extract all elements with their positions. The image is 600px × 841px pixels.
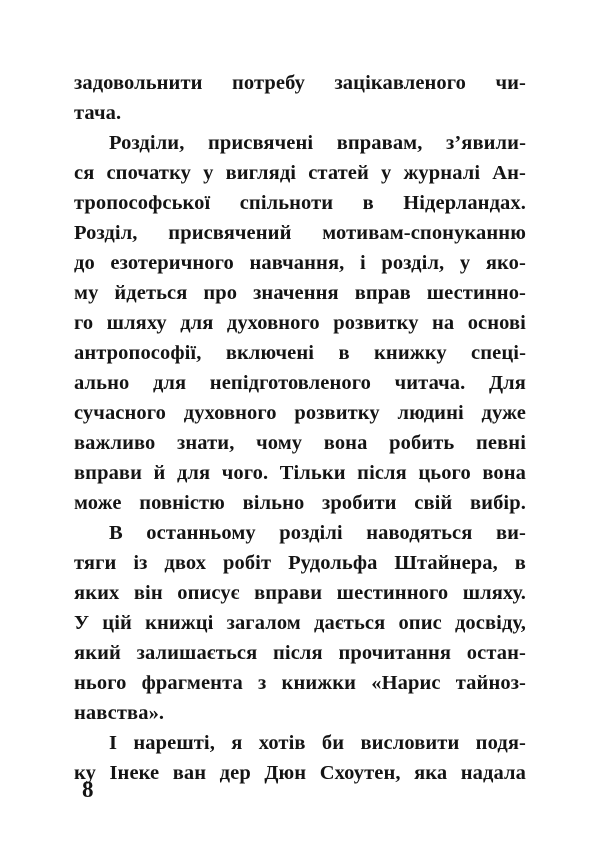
text-word: духовного: [183, 402, 277, 424]
text-word: двох: [164, 552, 207, 574]
text-word: йдеться: [114, 282, 188, 304]
text-word: Нідерландах.: [403, 192, 526, 214]
text-word: на: [432, 312, 455, 334]
text-line: [74, 308, 526, 338]
text-line: [74, 398, 526, 428]
text-word: з’явили-: [446, 132, 526, 154]
text-word: журналі: [403, 162, 481, 184]
text-word: включені: [225, 342, 315, 364]
text-word: тропософської: [74, 192, 211, 214]
text-word: чого.: [221, 462, 269, 484]
text-word: робить: [389, 432, 455, 454]
text-word: задовольнити: [74, 72, 203, 94]
text-word: розвитку: [333, 312, 419, 334]
text-line: [74, 608, 526, 638]
text-word: залишається: [136, 642, 258, 664]
body-text: [74, 68, 526, 788]
text-word: І: [109, 732, 118, 754]
text-line: [74, 578, 526, 608]
text-word: свій: [414, 492, 453, 514]
text-word: наводяться: [366, 522, 473, 544]
text-word: й: [153, 462, 166, 484]
text-word: після: [273, 642, 323, 664]
text-word: спільноти: [239, 192, 334, 214]
text-word: ви-: [495, 522, 526, 544]
text-word: ся: [74, 162, 95, 184]
text-word: у: [381, 162, 392, 184]
text-word: вигляді: [225, 162, 297, 184]
text-word: цього: [418, 462, 471, 484]
text-word: в: [514, 552, 526, 574]
text-word: Тільки: [279, 462, 346, 484]
text-word: книжці: [145, 612, 214, 634]
text-line: [74, 128, 526, 158]
text-word: розвитку: [294, 402, 380, 424]
text-word: антропософії,: [74, 342, 202, 364]
text-word: певні: [476, 432, 526, 454]
text-word: зробити: [322, 492, 397, 514]
text-word: подя-: [475, 732, 526, 754]
text-word: у: [459, 252, 471, 274]
text-word: вправи: [254, 582, 323, 604]
text-word: ван: [172, 762, 207, 784]
text-word: Розділи,: [109, 132, 185, 154]
text-word: спочатку: [106, 162, 192, 184]
text-word: я: [231, 732, 243, 754]
text-line: [74, 188, 526, 218]
page-number: 8: [82, 777, 94, 802]
text-word: духовного: [226, 312, 320, 334]
text-word: прочитання: [338, 642, 452, 664]
text-word: вправ: [354, 282, 411, 304]
text-line: [74, 698, 526, 728]
text-word: мотивам-спонуканню: [322, 222, 526, 244]
text-word: присвячений: [168, 222, 292, 244]
text-line: [74, 668, 526, 698]
text-word: для: [176, 462, 211, 484]
text-word: статей: [308, 162, 369, 184]
text-word: важливо: [74, 432, 156, 454]
text-word: опис: [398, 612, 442, 634]
text-line: [74, 758, 526, 788]
text-word: зацікавленого: [334, 72, 467, 94]
text-word: непідготовленого: [209, 372, 372, 394]
text-word: Інеке: [109, 762, 160, 784]
text-word: вправи: [74, 462, 143, 484]
text-word: описує: [177, 582, 240, 604]
text-word: вибір.: [469, 492, 526, 514]
text-word: читача.: [394, 372, 466, 394]
text-word: Рудольфа: [288, 552, 378, 574]
text-word: чи-: [495, 72, 526, 94]
text-word: спеці-: [471, 342, 526, 364]
text-word: надала: [460, 762, 526, 784]
text-word: хотів: [258, 732, 306, 754]
text-line: [74, 638, 526, 668]
text-word: яких: [74, 582, 120, 604]
text-word: фрагмента: [141, 672, 243, 694]
text-word: У: [74, 612, 90, 634]
text-word: сучасного: [74, 402, 166, 424]
text-word: ку: [74, 762, 96, 784]
text-word: знати,: [177, 432, 235, 454]
text-word: тача.: [74, 102, 122, 124]
text-line: [74, 428, 526, 458]
text-word: висловити: [360, 732, 460, 754]
text-word: може: [74, 492, 122, 514]
text-line: [74, 368, 526, 398]
text-word: після: [357, 462, 407, 484]
text-word: з: [258, 672, 267, 694]
text-word: шляху.: [462, 582, 526, 604]
text-word: який: [74, 642, 121, 664]
text-word: книжки: [281, 672, 357, 694]
text-word: розділі: [279, 522, 343, 544]
text-word: го: [74, 312, 94, 334]
text-word: ально: [74, 372, 130, 394]
text-word: дуже: [481, 402, 526, 424]
text-line: [74, 158, 526, 188]
text-word: останньому: [146, 522, 256, 544]
text-word: чому: [256, 432, 303, 454]
text-word: Ан-: [492, 162, 526, 184]
text-line: [74, 458, 526, 488]
text-word: із: [133, 552, 148, 574]
text-word: тайноз-: [455, 672, 526, 694]
text-word: людині: [397, 402, 464, 424]
text-word: у: [203, 162, 214, 184]
text-word: вільно: [242, 492, 305, 514]
text-word: «Нарис: [371, 672, 441, 694]
text-line: [74, 248, 526, 278]
text-word: вправам,: [336, 132, 423, 154]
text-word: езотеричного: [110, 252, 234, 274]
text-word: навства».: [74, 702, 165, 724]
text-word: він: [133, 582, 163, 604]
text-word: нарешті,: [133, 732, 215, 754]
text-word: яка: [414, 762, 448, 784]
text-line: [74, 518, 526, 548]
text-word: дається: [314, 612, 386, 634]
text-word: навчання,: [249, 252, 345, 274]
text-word: му: [74, 282, 99, 304]
text-word: Розділ,: [74, 222, 138, 244]
text-word: тяги: [74, 552, 117, 574]
text-line: [74, 218, 526, 248]
text-word: шляху: [106, 312, 167, 334]
text-line: [74, 488, 526, 518]
text-word: для: [180, 312, 214, 334]
text-word: цій: [102, 612, 132, 634]
text-line: [74, 548, 526, 578]
text-word: загалом: [226, 612, 301, 634]
text-word: до: [74, 252, 95, 274]
text-word: вона: [482, 462, 526, 484]
text-word: розділ,: [381, 252, 445, 274]
text-line: [74, 98, 526, 128]
text-word: би: [321, 732, 345, 754]
text-word: шестинного: [336, 582, 449, 604]
text-word: Для: [488, 372, 526, 394]
text-word: шестинно-: [426, 282, 526, 304]
text-word: вона: [323, 432, 368, 454]
text-line: [74, 338, 526, 368]
text-word: для: [152, 372, 187, 394]
text-word: В: [109, 522, 123, 544]
text-word: книжку: [374, 342, 447, 364]
text-word: Схоутен,: [319, 762, 401, 784]
text-word: в: [338, 342, 350, 364]
text-word: значення: [253, 282, 339, 304]
text-word: досвіду,: [454, 612, 526, 634]
text-word: Дюн: [264, 762, 307, 784]
text-word: нього: [74, 672, 127, 694]
text-word: остан-: [466, 642, 526, 664]
text-line: [74, 728, 526, 758]
text-word: основі: [467, 312, 526, 334]
text-line: [74, 68, 526, 98]
text-word: яко-: [485, 252, 526, 274]
text-word: і: [359, 252, 366, 274]
text-line: [74, 278, 526, 308]
text-word: в: [362, 192, 374, 214]
text-word: про: [203, 282, 238, 304]
text-word: повністю: [139, 492, 225, 514]
text-word: дер: [219, 762, 251, 784]
text-word: робіт: [222, 552, 272, 574]
text-word: потребу: [232, 72, 306, 94]
text-word: присвячені: [207, 132, 314, 154]
text-word: Штайнера,: [394, 552, 498, 574]
